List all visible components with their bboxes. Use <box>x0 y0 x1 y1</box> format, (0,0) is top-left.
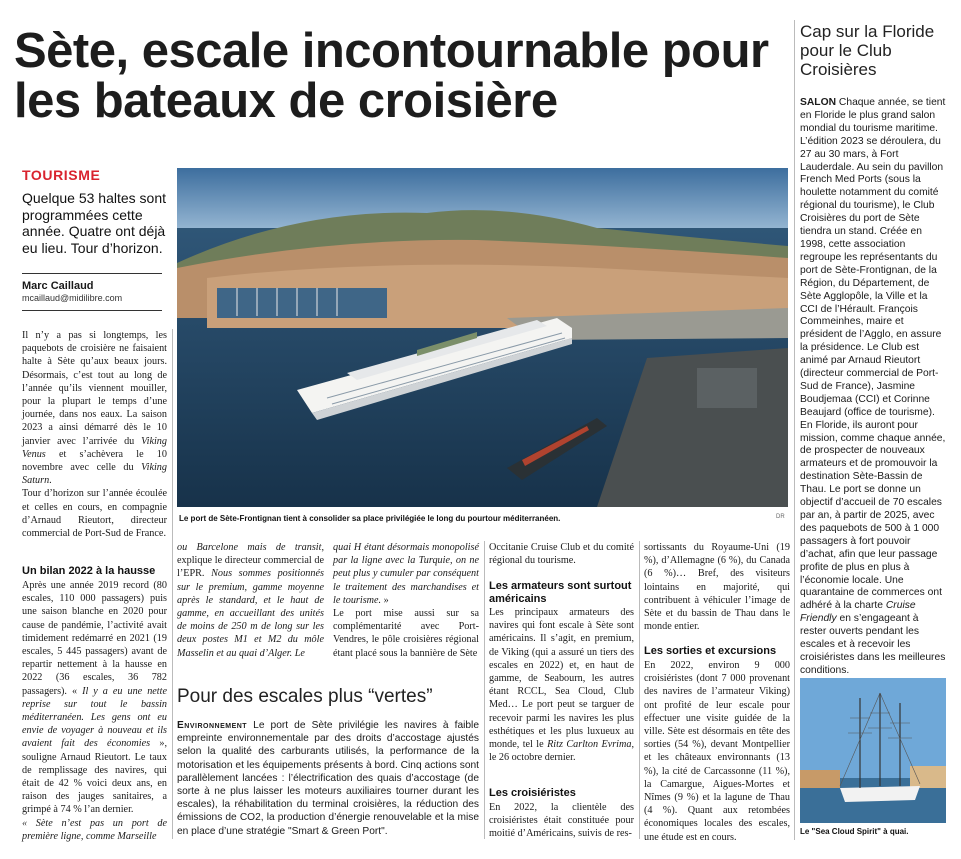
body-column-5b <box>644 659 790 844</box>
paragraph: Les principaux armateurs des navires qui font escale à Sète sont américains. Il s’agit, en premium, de Viking (qui a assuré un tiers des escales en 2022) et, en haut de gamme, de Seabourn, les autres étant RCCL, Sea Cloud, Club Med… Le port peut se targuer de recevoir parmi les navires les plus esthétiques et les plus luxueux au monde, tel le Ritz Carlton Evrima, le 26 octobre dernier. <box>489 607 635 764</box>
sidebar-photo-caption: Le "Sea Cloud Spirit" à quai. <box>800 827 909 836</box>
section-kicker: TOURISME <box>22 167 101 183</box>
body-column-1 <box>22 329 167 540</box>
author-email[interactable]: mcaillaud@midilibre.com <box>22 293 123 303</box>
lede: Quelque 53 haltes sont programmées cette année. Quatre ont déjà eu lieu. Tour d’horizon. <box>22 190 166 256</box>
paragraph: « Sète n’est pas un port de première ligne, comme Marseille <box>22 817 167 842</box>
photo-credit: DR <box>776 514 785 520</box>
body-column-5 <box>644 541 790 633</box>
sidebar-rule <box>794 20 795 840</box>
section-lead: Environnement <box>177 720 248 731</box>
paragraph: Après une année 2019 record (80 escales, 110 000 passagers) puis une saison blanche en 2020 pour cause de pandémie, l’activité avait timidement redémarré en 2021 (19 escales, 5 445 passagers) avant de repartir nettement à la hausse en 2022 (36 escales, 36 782 passagers). « Il y a eu une nette reprise sur tout le bassin méditerranéen. Les gens ont eu envie de voyager à nouveau et ils avaient fait des économies », souligne Arnaud Rieutort. Le taux de remplissage des navires, qui était de 42 % voici deux ans, en raison des jauges sanitaires, a grimpé à 74 % l’an dernier. <box>22 580 168 816</box>
author-name: Marc Caillaud <box>22 280 94 292</box>
subheading: Un bilan 2022 à la hausse <box>22 565 156 577</box>
paragraph: Occitanie Cruise Club et du comité régional du tourisme. <box>489 542 634 567</box>
divider <box>22 273 162 274</box>
body-column-4 <box>489 541 634 567</box>
column-rule <box>484 541 485 839</box>
body-column-3 <box>333 541 479 660</box>
sailing-ship-photo <box>800 678 946 823</box>
headline: Sète, escale incontournable pour les bateaux de croisière <box>14 24 769 128</box>
section-heading: Pour des escales plus “vertes” <box>177 686 433 707</box>
subheading: Les sorties et excursions <box>644 645 777 657</box>
paragraph: Il n’y a pas si longtemps, les paquebots de croisière ne faisaient halte à Sète qu’aux beaux jours. Désormais, c’est tout au long de l’année qu’ils viennent mouiller, pour la plupart le temps d’une journée, dans nos eaux. La saison 2023 a ainsi démarré dès le 10 janvier avec l’arrivée du Viking Venus et s’achèvera le 10 novembre avec celle du Viking Saturn. <box>22 330 167 487</box>
paragraph: En 2022, la clientèle des croisiéristes était constituée pour moitié d’Américains, suivis de res- <box>489 802 634 840</box>
sidebar-heading: Cap sur la Floride pour le Club Croisières <box>800 22 935 79</box>
paragraph: quai H étant désormais monopolisé par la ligne avec la Turquie, on ne peut plus y cumuler par conséquent le traitement des marchandises et le tourisme. » <box>333 542 479 606</box>
divider <box>22 310 162 311</box>
paragraph: sortissants du Royaume-Uni (19 %), d’Allemagne (6 %), du Canada (6 %)… Bref, des visiteurs lointains en majorité, qui contribuent à véhiculer l’image de Sète et du bassin de Thau dans le monde entier. <box>644 542 790 633</box>
sidebar-text: SALON Chaque année, se tient en Floride le plus grand salon mondial du tourisme maritime. L’édition 2023 se déroulera, du 27 au 30 mars, à Fort Lauderdale. Au sein du pavillon French Med Ports (sous la houlette notamment du comité régional du tourisme), le Club Croisières du port de Sète tiendra un stand. Créée en 1998, cette association regroupe les représentants du port de Sète-Frontignan, de la Région, du Département, de Sète Agglopôle, la Ville et la CCI de l’Hérault. François Commeinhes, maire et président de l’Agglo, en assure la présidence. Le Club est animé par Arnaud Rieutort (directeur commercial de Port-Sud de France), Jasmine Boudjemaa (CCI) et Corinne Beaujard (office de tourisme). En Floride, ils auront pour mission, comme chaque année, de prospecter de nouveaux armateurs et de promouvoir la destination Sète-Bassin de Thau. Le port se donne un objectif d’accueil de 70 escales par an, à partir de 2025, avec des paquebots de 500 à 1 000 passagers à fort pouvoir d’achat, afin que leur passage profite de plus en plus à l’économie locale. Une quarantaine de commerces ont adhéré à la charte Cruise Friendly en s’engageant à rester ouverts pendant les escales et à recevoir les croisiéristes dans les meilleures conditions. <box>800 97 946 676</box>
subheading: Les armateurs sont surtout américains <box>489 580 632 605</box>
paragraph: Tour d’horizon sur l’année écoulée et celles en cours, en compagnie d’Arnaud Rieutort, directeur commercial de Port-Sud de France. <box>22 488 167 540</box>
harbour-photo <box>177 168 788 507</box>
paragraph: En 2022, environ 9 000 croisiéristes (dont 7 000 provenant des navires de l’armateur Viking) ont profité de leur escale pour effectuer une visite guidée de la ville. Sète est désormais en tête des sorties (54 %), devant Montpellier et les châteaux environnants (13 %), la cité de Carcassonne (11 %), la Camargue, Aigues-Mortes et Nîmes (9 %) et la lagune de Thau (4 %). Quant aux retombées économiques locales des escales, une étude est en cours. <box>644 660 790 843</box>
subheading: Les croisiéristes <box>489 787 576 799</box>
body-column-1b <box>22 579 167 843</box>
sidebar-lead: SALON <box>800 97 837 108</box>
photo-caption: Le port de Sète-Frontignan tient à consolider sa place privilégiée le long du pourtour méditerranéen. <box>179 514 561 523</box>
body-column-4c <box>489 801 634 841</box>
column-rule <box>172 329 173 839</box>
column-rule <box>639 541 640 839</box>
body-column-4b <box>489 606 634 764</box>
environment-text: Environnement Le port de Sète privilégie les navires à faible empreinte environnementale par des droits d’accostage ajustés selon la qualité des carburants utilisés, la performance de la motorisation et les équipements présents à bord. Cinq actions sont parallèlement lancées : l’électrification des quais d’accostage (de sorte à ne plus laisser les moteurs auxiliaires tourner durant les escales), la réhabilitation du terminal croisières, la réduction des émissions de CO2, la production d’énergie renouvelable et la mise en place d’une stratégie "Smart & Green Port". <box>177 720 479 837</box>
paragraph: Le port mise aussi sur sa complémentarité avec Port-Vendres, le pôle croisières régional étant placé sous la bannière de Sète <box>333 608 479 659</box>
paragraph: ou Barcelone mais de transit, explique le directeur commercial de l’EPR. Nous sommes positionnés sur le premium, gamme moyenne après le standard, et le haut de gamme, en accueillant des unités de moins de 250 m de long sur les deux postes M1 et M2 du môle Masselin et au quai d’Alger. Le <box>177 542 324 659</box>
body-column-2 <box>177 541 324 660</box>
